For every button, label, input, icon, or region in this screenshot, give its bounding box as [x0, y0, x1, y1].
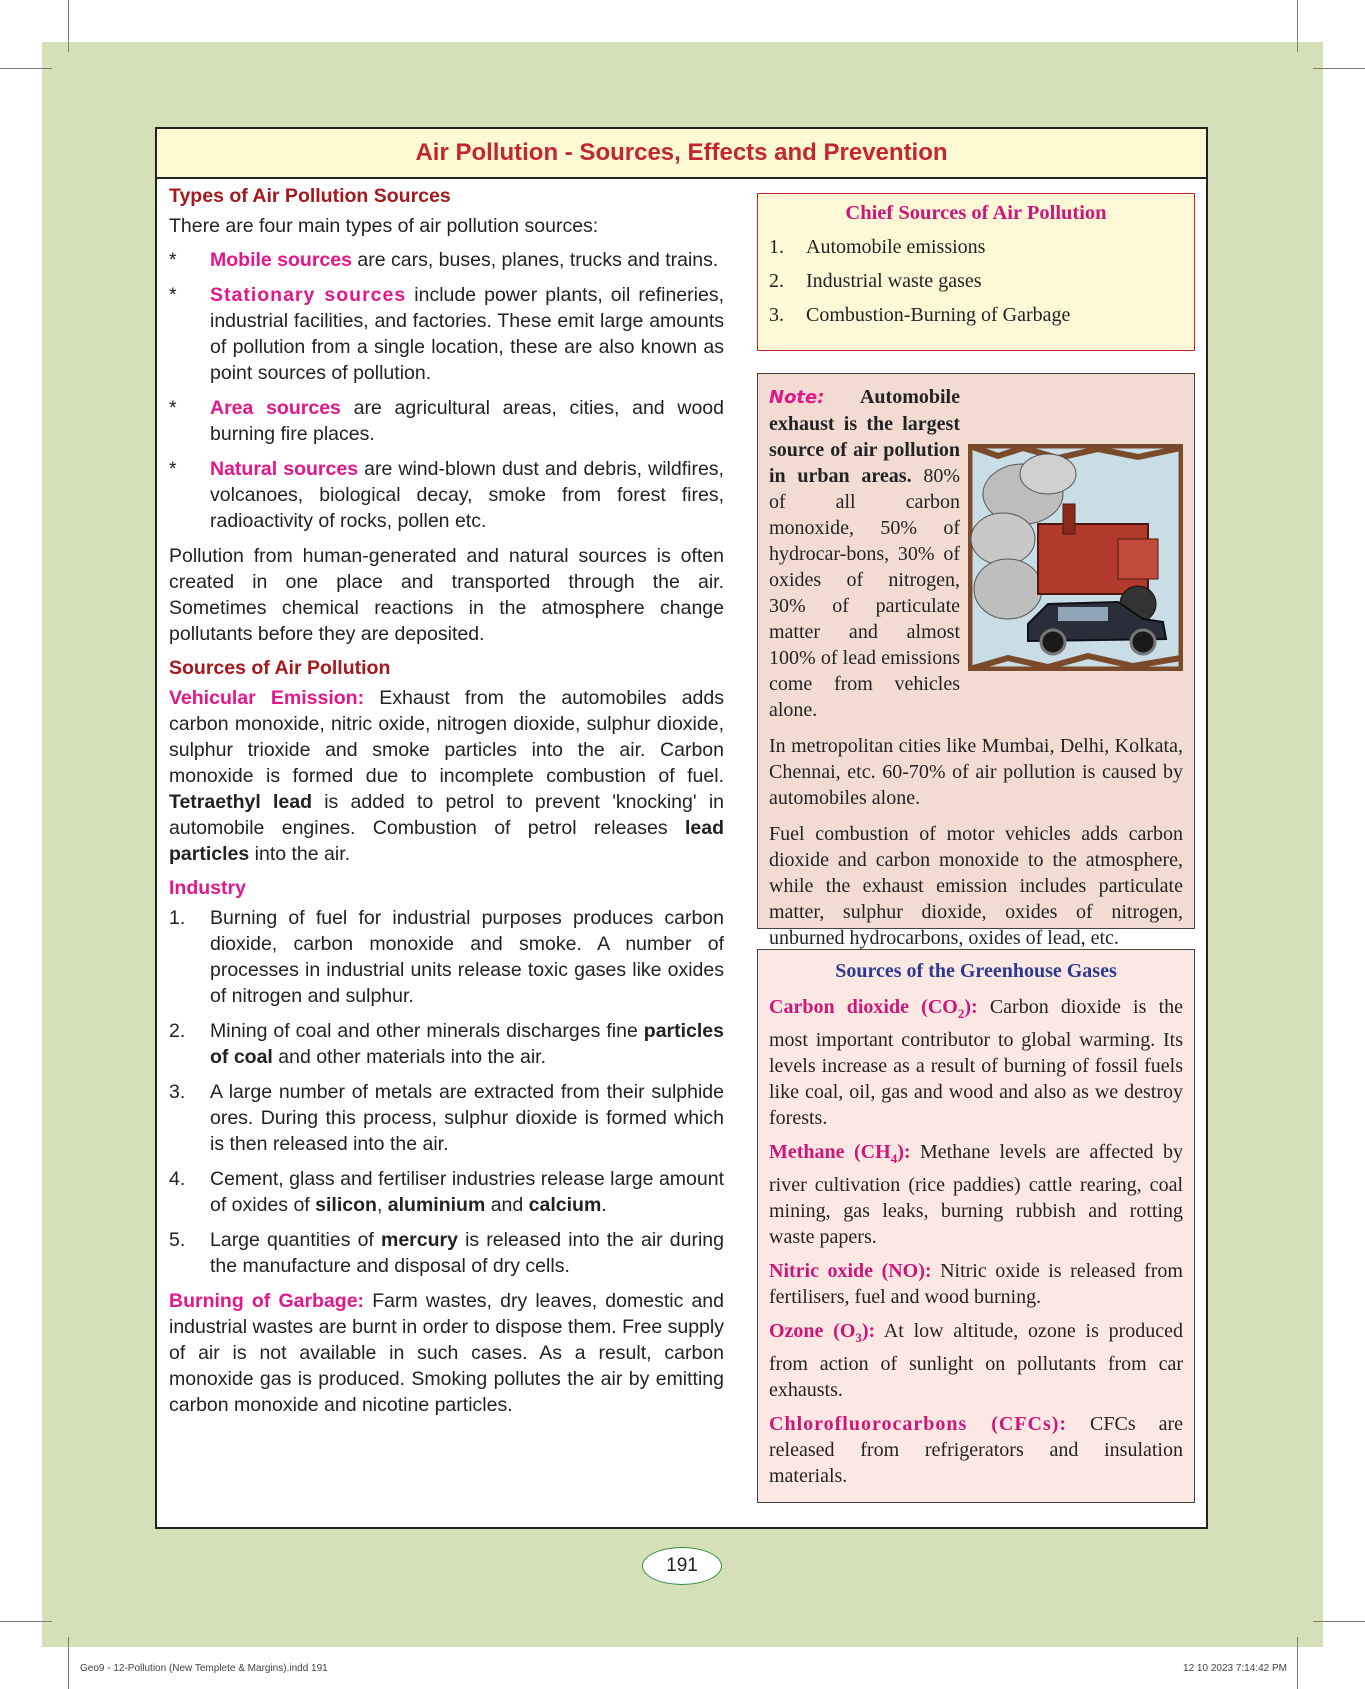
note-box	[757, 373, 1195, 949]
nitric-oxide-paragraph: Nitric oxide (NO): Nitric oxide is released from fertilisers, fuel and wood burning.	[769, 1260, 1183, 1308]
greenhouse-gases-box	[757, 949, 1195, 1503]
crop-mark	[1313, 1621, 1365, 1622]
chief-sources-box	[757, 193, 1195, 351]
greenhouse-title: Sources of the Greenhouse Gases	[835, 960, 1117, 982]
crop-mark	[68, 0, 69, 52]
chief-source-item: 1. Automobile emissions	[769, 236, 986, 258]
types-heading: Types of Air Pollution Sources	[169, 185, 451, 207]
bullet-mobile: * Mobile sources are cars, buses, planes, trucks and trains.	[169, 249, 719, 271]
crop-mark	[0, 68, 52, 69]
transport-paragraph: Pollution from human-generated and natural sources is often created in one place and transported through the air. Sometimes chemical reactions in the atmosphere change pollutants before they are deposited.	[169, 545, 724, 645]
industry-item: 1. Burning of fuel for industrial purposes produces carbon dioxide, carbon monoxide and smoke. A number of processes in industrial units release toxic gases like oxides of nitrogen and sulphur.	[169, 907, 724, 1007]
metro-paragraph: In metropolitan cities like Mumbai, Delhi, Kolkata, Chennai, etc. 60-70% of air pollution is caused by automobiles alone.	[769, 735, 1183, 809]
note-paragraph: Note: Automobile exhaust is the largest source of air pollution in urban areas. 80% of all carbon monoxide, 50% of hydrocar-bons, 30% of oxides of nitrogen, 30% of particulate matter and almost 100% of lead emissions come from vehicles alone.	[769, 386, 960, 721]
ozone-paragraph: Ozone $(O_3)$: At low altitude, ozone is produced from action of sunlight on pollutants from car exhausts.	[769, 1320, 1183, 1401]
crop-mark	[68, 1637, 69, 1689]
industry-item: 4. Cement, glass and fertiliser industries release large amount of oxides of silicon, aluminium and calcium.	[169, 1168, 724, 1216]
industry-item: 5. Large quantities of mercury is released into the air during the manufacture and disposal of dry cells.	[169, 1229, 724, 1277]
fuel-paragraph: Fuel combustion of motor vehicles adds carbon dioxide and carbon monoxide to the atmosphere, while the exhaust emission includes particulate matter, sulphur dioxide, oxides of nitrogen, unburned hydrocarbons, oxides of lead, etc.	[769, 823, 1183, 949]
types-intro: There are four main types of air pollution sources:	[169, 215, 599, 237]
footer-timestamp: 12 10 2023 7:14:42 PM	[1183, 1663, 1287, 1674]
sources-heading: Sources of Air Pollution	[169, 657, 391, 679]
vehicular-paragraph: Vehicular Emission: Exhaust from the automobiles adds carbon monoxide, nitric oxide, nitrogen dioxide, sulphur dioxide, sulphur trioxide and smoke particles into the air. Carbon monoxide is formed due to incomplete combustion of fuel. Tetraethyl lead is added to petrol to prevent 'knocking' in automobile engines. Combustion of petrol releases lead particles into the air.	[169, 687, 724, 865]
garbage-paragraph: Burning of Garbage: Farm wastes, dry leaves, domestic and industrial wastes are burnt in order to dispose them. Free supply of air is not available in such cases. As a result, carbon monoxide gas is produced. Smoking pollutes the air by emitting carbon monoxide and nicotine particles.	[169, 1290, 725, 1416]
truck-car-smoke-illustration	[968, 444, 1183, 671]
bullet-stationary: * Stationary sources include power plants, oil refineries, industrial facilities, and factories. These emit large amounts of pollution from a single location, these are also known as point sources of pollution.	[169, 284, 724, 384]
industry-item: 3. A large number of metals are extracted from their sulphide ores. During this process, sulphur dioxide is formed which is then released into the air.	[169, 1081, 724, 1155]
crop-mark	[1297, 1637, 1298, 1689]
industry-heading: Industry	[169, 877, 246, 899]
crop-mark	[1313, 68, 1365, 69]
chief-sources-title: Chief Sources of Air Pollution	[845, 202, 1107, 224]
page-title: Air Pollution - Sources, Effects and Prevention	[157, 129, 1206, 179]
crop-mark	[0, 1621, 52, 1622]
cfc-paragraph: Chlorofluorocarbons (CFCs): CFCs are released from refrigerators and insulation materials.	[769, 1413, 1183, 1487]
bullet-natural: * Natural sources are wind-blown dust and debris, wildfires, volcanoes, biological decay, smoke from forest fires, radioactivity of rocks, pollen etc.	[169, 458, 724, 532]
industry-item: 2. Mining of coal and other minerals discharges fine particles of coal and other materials into the air.	[169, 1020, 724, 1068]
methane-paragraph: Methane $(CH_4)$: Methane levels are affected by river cultivation (rice paddies) cattle rearing, coal mining, gas leaks, burning rubbish and rotting waste papers.	[769, 1141, 1183, 1248]
left-column	[169, 183, 724, 1426]
footer-filename: Geo9 - 12-Pollution (New Templete & Margins).indd 191	[80, 1663, 328, 1674]
content-frame	[155, 127, 1208, 1529]
co2-paragraph: Carbon dioxide $(CO_2)$: Carbon dioxide is the most important contributor to global warming. Its levels increase as a result of burning of fossil fuels like coal, oil, gas and wood and also as we destroy forests.	[769, 996, 1184, 1129]
bullet-area: * Area sources are agricultural areas, cities, and wood burning fire places.	[169, 397, 724, 445]
crop-mark	[1297, 0, 1298, 52]
chief-source-item: 3. Combustion-Burning of Garbage	[769, 304, 1071, 326]
page-number: 191	[642, 1547, 722, 1585]
chief-source-item: 2. Industrial waste gases	[769, 270, 982, 292]
